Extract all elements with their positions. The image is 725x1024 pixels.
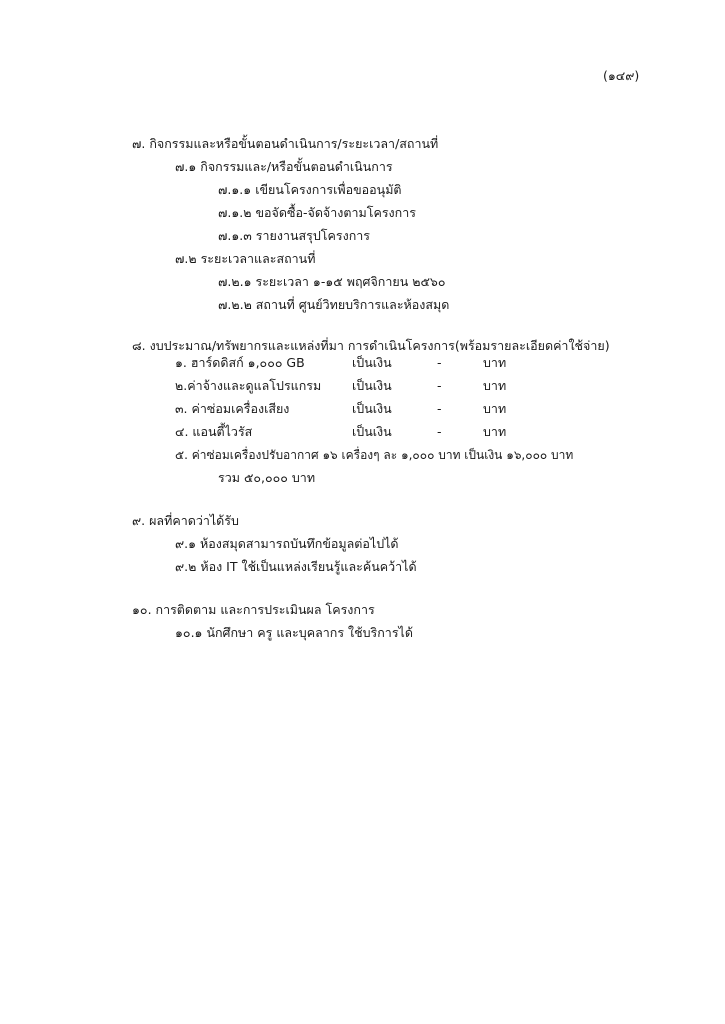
list-item: ๗.๒.๑ ระยะเวลา ๑-๑๕ พฤศจิกายน ๒๕๖๐ — [218, 274, 446, 289]
budget-unit: บาท — [483, 378, 507, 393]
budget-item: ๒.ค่าจ้างและดูแลโปรแกรม — [175, 378, 322, 393]
budget-amount: - — [437, 378, 442, 393]
list-item: ๗.๒.๒ สถานที่ ศูนย์วิทยบริการและห้องสมุด — [218, 297, 450, 312]
section-10-heading: ๑๐. การติดตาม และการประเมินผล โครงการ — [132, 602, 375, 617]
list-item: ๗.๑.๑ เขียนโครงการเพื่อขออนุมัติ — [218, 182, 402, 197]
budget-label: เป็นเงิน — [352, 355, 392, 370]
budget-amount: - — [437, 424, 442, 439]
list-item: ๗.๑.๓ รายงานสรุปโครงการ — [218, 228, 370, 243]
budget-item: ๔. แอนตี้ไวรัส — [175, 424, 253, 439]
budget-item: ๓. ค่าซ่อมเครื่องเสียง — [175, 401, 290, 416]
budget-unit: บาท — [483, 424, 507, 439]
section-7-1-heading: ๗.๑ กิจกรรมและ/หรือขั้นตอนดำเนินการ — [175, 159, 393, 174]
budget-label: เป็นเงิน — [352, 378, 392, 393]
budget-unit: บาท — [483, 401, 507, 416]
list-item: ๙.๒ ห้อง IT ใช้เป็นแหล่งเรียนรู้และค้นคว้าได้ — [175, 559, 417, 574]
budget-total: รวม ๕๐,๐๐๐ บาท — [218, 470, 316, 485]
section-7-heading: ๗. กิจกรรมและหรือขั้นตอนดำเนินการ/ระยะเวลา/สถานที่ — [132, 136, 439, 151]
budget-label: เป็นเงิน — [352, 401, 392, 416]
list-item: ๑๐.๑ นักศึกษา ครู และบุคลากร ใช้บริการได้ — [175, 625, 413, 640]
list-item: ๙.๑ ห้องสมุดสามารถบันทึกข้อมูลต่อไปได้ — [175, 536, 399, 551]
list-item: ๗.๑.๒ ขอจัดซื้อ-จัดจ้างตามโครงการ — [218, 205, 416, 220]
section-8-heading: ๘. งบประมาณ/ทรัพยากรและแหล่งที่มา การดำเนินโครงการ(พร้อมรายละเอียดค่าใช้จ่าย) — [132, 338, 610, 353]
budget-amount: - — [437, 401, 442, 416]
budget-item: ๑. ฮาร์ดดิสก์ ๑,๐๐๐ GB — [175, 355, 305, 370]
section-9-heading: ๙. ผลที่คาดว่าได้รับ — [132, 513, 239, 528]
budget-label: เป็นเงิน — [352, 424, 392, 439]
budget-amount: - — [437, 355, 442, 370]
budget-row-5: ๕. ค่าซ่อมเครื่องปรับอากาศ ๑๖ เครื่องๆ ละ ๑,๐๐๐ บาท เป็นเงิน ๑๖,๐๐๐ บาท — [175, 448, 574, 462]
section-7-2-heading: ๗.๒ ระยะเวลาและสถานที่ — [175, 251, 316, 266]
budget-unit: บาท — [483, 355, 507, 370]
page-number: (๑๔๙) — [603, 68, 640, 83]
